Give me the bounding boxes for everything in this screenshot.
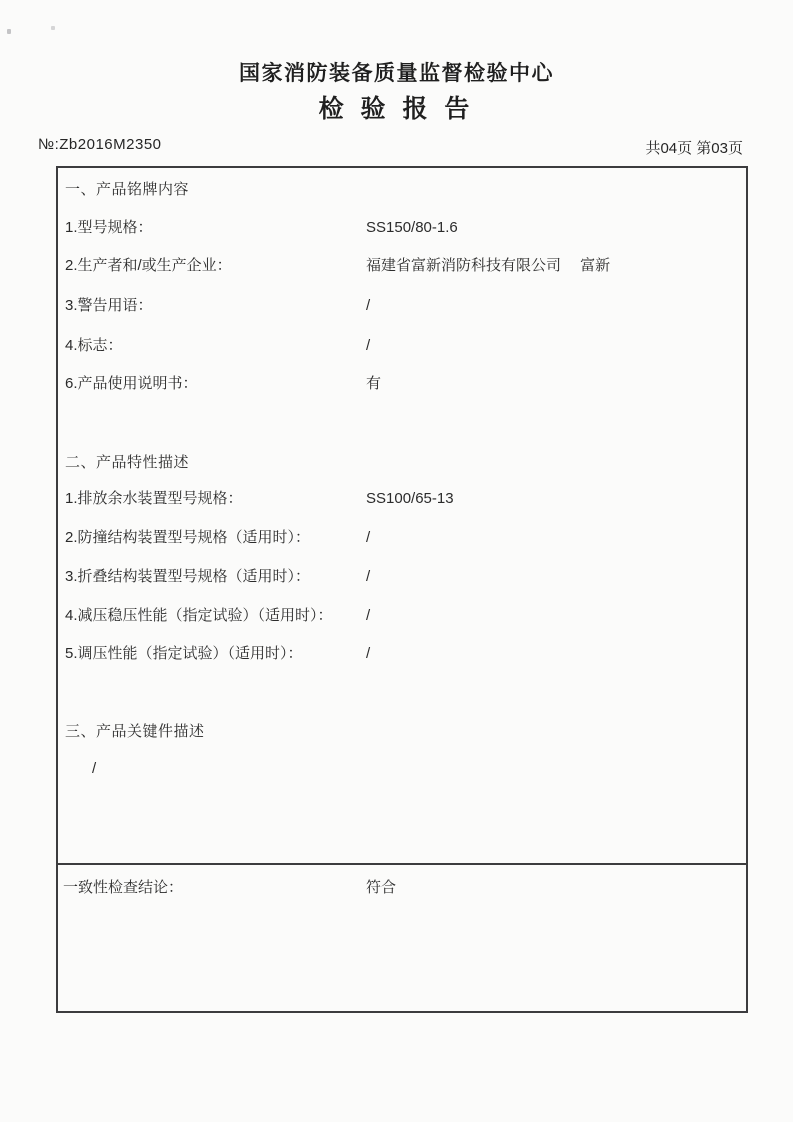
- field-row-instruction-manual: [58, 374, 746, 394]
- field-value: /: [366, 297, 371, 314]
- scan-artifact-speck: [51, 26, 55, 30]
- field-value: /: [366, 645, 371, 662]
- report-number: №:Zb2016M2350: [38, 136, 162, 153]
- conclusion-row: [58, 878, 746, 898]
- field-label: 3.警告用语：: [65, 297, 153, 314]
- field-value: 有: [366, 375, 382, 392]
- field-label: 6.产品使用说明书：: [65, 375, 198, 392]
- page-indicator: 共04页 第03页: [645, 140, 743, 157]
- conclusion-value: 符合: [366, 879, 397, 896]
- section-title-text: 三、产品关键件描述: [65, 723, 205, 740]
- field-value: /: [366, 568, 371, 585]
- field-label: 1.型号规格：: [65, 219, 153, 236]
- section1-title: [58, 180, 746, 200]
- field-row-manufacturer: [58, 256, 746, 276]
- scan-artifact-speck: [7, 29, 11, 34]
- field-value: 福建省富新消防科技有限公司 富新: [366, 257, 611, 274]
- field-row-pressure-regulation: [58, 644, 746, 664]
- field-label: 2.防撞结构装置型号规格（适用时）：: [65, 529, 311, 546]
- field-label: 2.生产者和/或生产企业：: [65, 257, 232, 274]
- section3-content: /: [92, 760, 97, 777]
- section-title-text: 一、产品铭牌内容: [65, 181, 190, 198]
- section3-title: [58, 722, 746, 742]
- conclusion-divider: [56, 863, 748, 865]
- field-row-model-spec: [58, 218, 746, 238]
- field-label: 3.折叠结构装置型号规格（适用时）：: [65, 568, 311, 585]
- field-label: 4.标志：: [65, 337, 123, 354]
- field-row-mark: [58, 336, 746, 356]
- field-row-drain-device: [58, 489, 746, 509]
- section2-title: [58, 453, 746, 473]
- field-label: 1.排放余水装置型号规格：: [65, 490, 243, 507]
- field-row-folding-device: [58, 567, 746, 587]
- field-value: /: [366, 607, 371, 624]
- field-row-anticollision-device: [58, 528, 746, 548]
- field-value: /: [366, 529, 371, 546]
- field-row-pressure-reduction: [58, 606, 746, 626]
- conclusion-label: 一致性检查结论：: [63, 879, 184, 896]
- report-table: [56, 166, 748, 1013]
- field-value: SS100/65-13: [366, 490, 454, 507]
- field-label: 4.减压稳压性能（指定试验）（适用时）：: [65, 607, 333, 624]
- org-title: 国家消防装备质量监督检验中心: [239, 62, 554, 85]
- field-label: 5.调压性能（指定试验）（适用时）：: [65, 645, 303, 662]
- field-row-warning-text: [58, 296, 746, 316]
- field-value: /: [366, 337, 371, 354]
- section-title-text: 二、产品特性描述: [65, 454, 190, 471]
- field-value: SS150/80-1.6: [366, 219, 458, 236]
- report-title: 检 验 报 告: [318, 95, 475, 123]
